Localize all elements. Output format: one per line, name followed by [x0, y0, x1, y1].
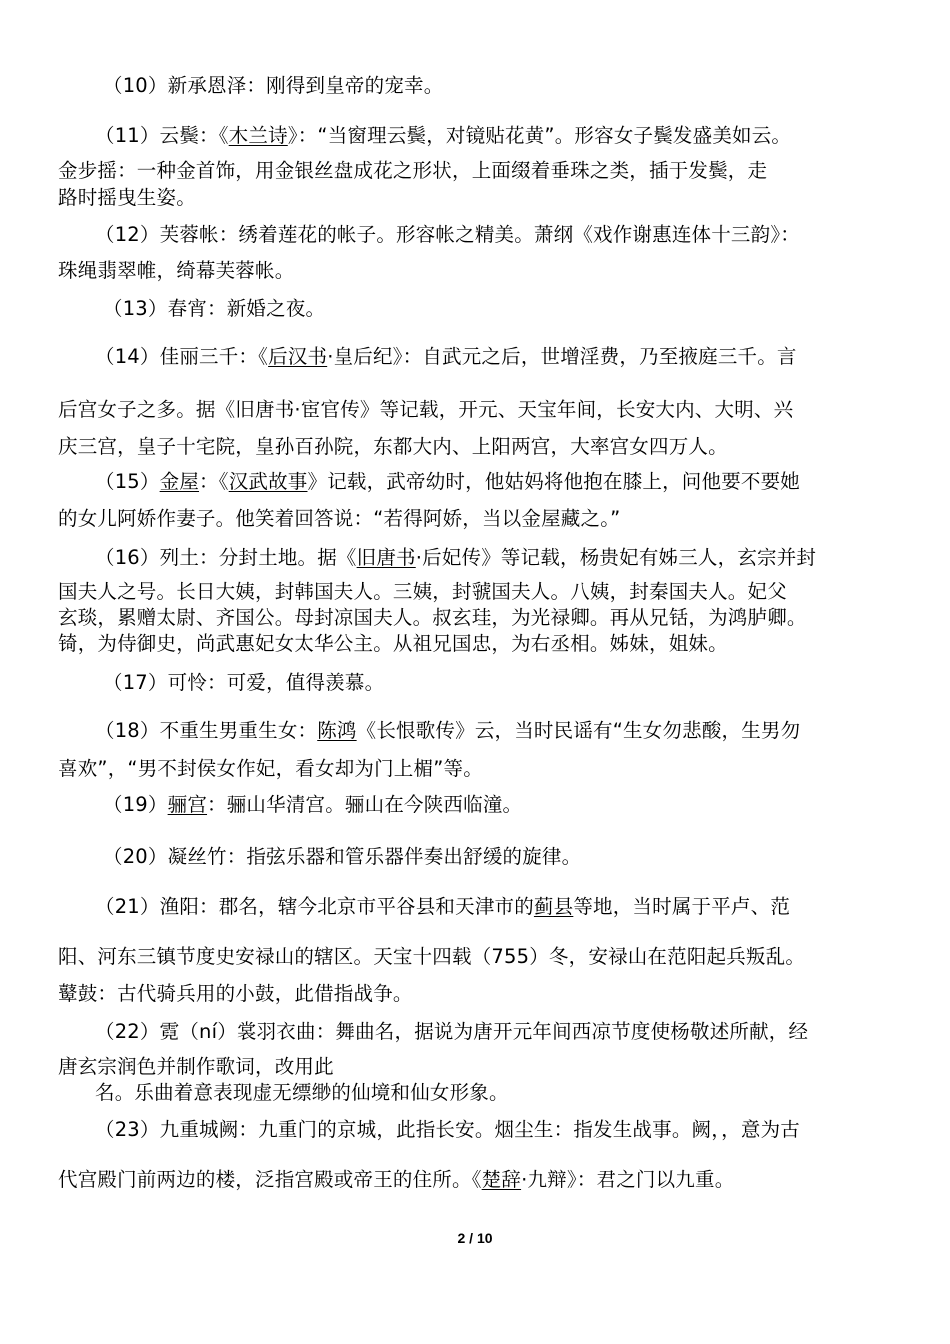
- note-11-cont-1: 金步摇：一种金首饰，用金银丝盘成花之形状，上面缀着垂珠之类，插于发鬓，走: [58, 159, 768, 182]
- link-houhanshu[interactable]: 后汉书: [268, 345, 328, 368]
- note-15: （15）金屋：《汉武故事》记载，武帝幼时，他姑妈将他抱在膝上，问他要不要她: [95, 470, 801, 493]
- link-hanwugushi[interactable]: 汉武故事: [228, 470, 308, 493]
- note-19: （19）骊宫：骊山华清宫。骊山在今陕西临潼。: [103, 793, 523, 816]
- note-16-cont-2: 玄琰，累赠太尉、齐国公。母封凉国夫人。叔玄珪，为光禄卿。再从兄铦，为鸿胪卿。: [58, 606, 807, 629]
- note-22: （22）霓（ní）裳羽衣曲：舞曲名，据说为唐开元年间西凉节度使杨敬述所献，经: [95, 1020, 809, 1043]
- note-14: （14）佳丽三千：《后汉书·皇后纪》：自武元之后，世增淫费，乃至掖庭三千。言: [95, 345, 797, 368]
- link-mulanshi[interactable]: 木兰诗: [228, 124, 288, 147]
- link-jixian[interactable]: 蓟县: [533, 895, 574, 918]
- note-13: （13）春宵：新婚之夜。: [103, 297, 326, 320]
- note-21: （21）渔阳：郡名，辖今北京市平谷县和天津市的蓟县等地，当时属于平卢、范: [95, 895, 791, 918]
- note-16-cont-1: 国夫人之号。长日大姨，封韩国夫人。三姨，封虢国夫人。八姨，封秦国夫人。妃父: [58, 580, 787, 603]
- note-20: （20）凝丝竹：指弦乐器和管乐器伴奏出舒缓的旋律。: [103, 845, 582, 868]
- note-16: （16）列土：分封土地。据《旧唐书·后妃传》等记载，杨贵妃有姊三人，玄宗并封: [95, 546, 817, 569]
- note-10: （10）新承恩泽：刚得到皇帝的宠幸。: [103, 74, 444, 97]
- note-16-cont-3: 锜，为侍御史，尚武惠妃女太华公主。从祖兄国忠，为右丞相。姊妹，姐妹。: [58, 632, 728, 655]
- link-ligong[interactable]: 骊宫: [167, 793, 208, 816]
- note-23: （23）九重城阙：九重门的京城，此指长安。烟尘生：指发生战事。阙，，意为古: [95, 1118, 800, 1141]
- note-14-cont-2: 庆三宫，皇子十宅院，皇孙百孙院，东都大内、上阳两宫，大率宫女四万人。: [58, 435, 728, 458]
- link-jiutangshu[interactable]: 旧唐书: [356, 546, 416, 569]
- page-number: 2 / 10: [457, 1230, 493, 1246]
- link-jinwu[interactable]: 金屋: [159, 470, 200, 493]
- note-14-cont-1: 后宫女子之多。据《旧唐书·宦官传》等记载，开元、天宝年间，长安大内、大明、兴: [58, 398, 794, 421]
- note-12-cont: 珠绳翡翠帷，绮幕芙蓉帐。: [58, 259, 295, 282]
- note-22-cont-1: 唐玄宗润色并制作歌词，改用此: [58, 1055, 334, 1078]
- note-21-cont-1: 阳、河东三镇节度史安禄山的辖区。天宝十四载（755）冬，安禄山在范阳起兵叛乱。: [58, 945, 806, 968]
- note-21-cont-2: 鼙鼓：古代骑兵用的小鼓，此借指战争。: [58, 982, 413, 1005]
- note-22-cont-2: 名。乐曲着意表现虚无缥缈的仙境和仙女形象。: [95, 1081, 509, 1104]
- note-11: （11）云鬓：《木兰诗》：“当窗理云鬓，对镜贴花黄”。形容女子鬓发盛美如云。: [95, 124, 792, 147]
- note-18-cont: 喜欢”，“男不封侯女作妃，看女却为门上楣”等。: [58, 757, 483, 780]
- note-17: （17）可怜：可爱，值得羡慕。: [103, 671, 385, 694]
- link-chuci[interactable]: 楚辞: [481, 1168, 522, 1191]
- note-12: （12）芙蓉帐：绣着莲花的帐子。形容帐之精美。萧纲《戏作谢惠连体十三韵》：: [95, 223, 800, 246]
- note-15-cont: 的女儿阿娇作妻子。他笑着回答说：“若得阿娇，当以金屋藏之。”: [58, 507, 621, 530]
- note-23-cont: 代宫殿门前两边的楼，泛指宫殿或帝王的住所。《楚辞·九辩》：君之门以九重。: [58, 1168, 735, 1191]
- link-chenhong[interactable]: 陈鸿: [317, 719, 357, 742]
- note-11-cont-2: 路时摇曳生姿。: [58, 186, 196, 209]
- note-18: （18）不重生男重生女：陈鸿《长恨歌传》云，当时民谣有“生女勿悲酸，生男勿: [95, 719, 801, 742]
